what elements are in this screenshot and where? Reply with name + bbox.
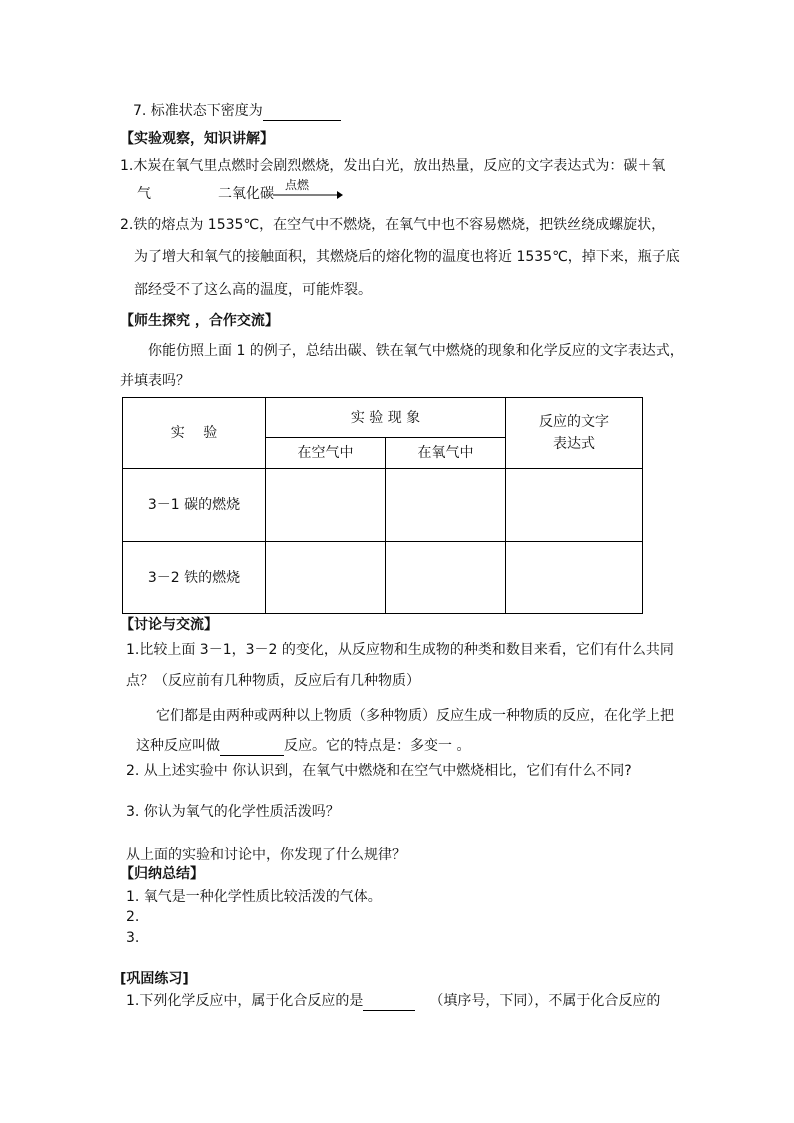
heading-inquiry: 【师生探究 ，合作交流】 [120, 313, 279, 329]
q1-line2: 点？（反应前有几种物质，反应后有几种物质） [126, 673, 420, 689]
summary-item1: 1. 氧气是一种化学性质比较活泼的气体。 [126, 889, 382, 905]
arrow-right-icon [273, 189, 343, 201]
heading-summary: 【归纳总结】 [120, 866, 204, 882]
header-in-air: 在空气中 [266, 438, 386, 469]
a1-line2-pre: 这种反应叫做 [136, 738, 220, 754]
table-row [123, 469, 643, 542]
density-text: 7. 标准状态下密度为 [133, 103, 263, 119]
cell-carbon-air[interactable] [266, 469, 386, 542]
header-expression [506, 398, 643, 469]
header-experiment: 实 验 [123, 398, 266, 469]
q1-line1: 1.比较上面 3－1，3－2 的变化，从反应物和生成物的种类和数目来看，它们有什么共同 [126, 642, 674, 658]
arrow-label-ignite: 点燃 [285, 178, 310, 192]
summary-item3: 3. [126, 930, 140, 946]
heading-experiment-observation: 【实验观察，知识讲解】 [120, 131, 274, 147]
cell-carbon-expression[interactable] [506, 469, 643, 542]
item2-line1: 2.铁的熔点为 1535℃，在空气中不燃烧，在氧气中也不容易燃烧，把铁丝绕成螺旋状， [120, 217, 666, 233]
a1-line2-post: 反应。它的特点是：多变一 。 [284, 738, 471, 754]
reaction-type-blank[interactable] [220, 755, 284, 756]
practice-q1-pre: 1.下列化学反应中，属于化合反应的是 [126, 993, 364, 1009]
a1-line1: 它们都是由两种或两种以上物质（多种物质）反应生成一种物质的反应，在化学上把 [156, 708, 674, 724]
row-name-iron: 3－2 铁的燃烧 [123, 542, 266, 614]
reaction-arrow [273, 179, 343, 205]
header-expression-line1: 反应的文字 [539, 414, 610, 430]
experiment-table [122, 397, 643, 614]
intro-line2: 并填表吗？ [120, 373, 190, 389]
summary-item2: 2. [126, 909, 140, 925]
cell-iron-oxygen[interactable] [386, 542, 506, 614]
q4: 从上面的实验和讨论中，你发现了什么规律？ [126, 847, 406, 863]
heading-discussion: 【讨论与交流】 [120, 617, 218, 633]
practice-q1 [126, 991, 660, 1011]
item2-line3: 部经受不了这么高的温度，可能炸裂。 [134, 282, 372, 298]
q3: 3. 你认为氧气的化学性质活泼吗？ [126, 804, 340, 820]
cell-carbon-oxygen[interactable] [386, 469, 506, 542]
item1-line2-co2: 二氧化碳 [218, 186, 274, 202]
density-line [133, 101, 341, 121]
intro-line1: 你能仿照上面 1 的例子，总结出碳、铁在氧气中燃烧的现象和化学反应的文字表达式， [148, 343, 684, 359]
density-blank[interactable] [263, 120, 341, 121]
heading-practice: [巩固练习] [120, 971, 189, 987]
item2-line2: 为了增大和氧气的接触面积，其燃烧后的熔化物的温度也将近 1535℃，掉下来，瓶子底 [134, 249, 680, 265]
practice-q1-post: （填序号，下同），不属于化合反应的 [429, 993, 661, 1009]
cell-iron-expression[interactable] [506, 542, 643, 614]
header-in-oxygen: 在氧气中 [386, 438, 506, 469]
row-name-carbon: 3－1 碳的燃烧 [123, 469, 266, 542]
a1-line2 [136, 736, 470, 756]
cell-iron-air[interactable] [266, 542, 386, 614]
header-phenomenon: 实 验 现 象 [266, 398, 506, 438]
header-expression-line2: 表达式 [553, 436, 596, 452]
item1-line1: 1.木炭在氧气里点燃时会剧烈燃烧，发出白光，放出热量，反应的文字表达式为：碳＋氧 [120, 158, 666, 174]
practice-q1-blank[interactable] [363, 1010, 415, 1011]
q2: 2. 从上述实验中 你认识到，在氧气中燃烧和在空气中燃烧相比，它们有什么不同? [126, 763, 632, 779]
table-row [123, 542, 643, 614]
item1-line2-oxygen: 气 [137, 186, 151, 202]
